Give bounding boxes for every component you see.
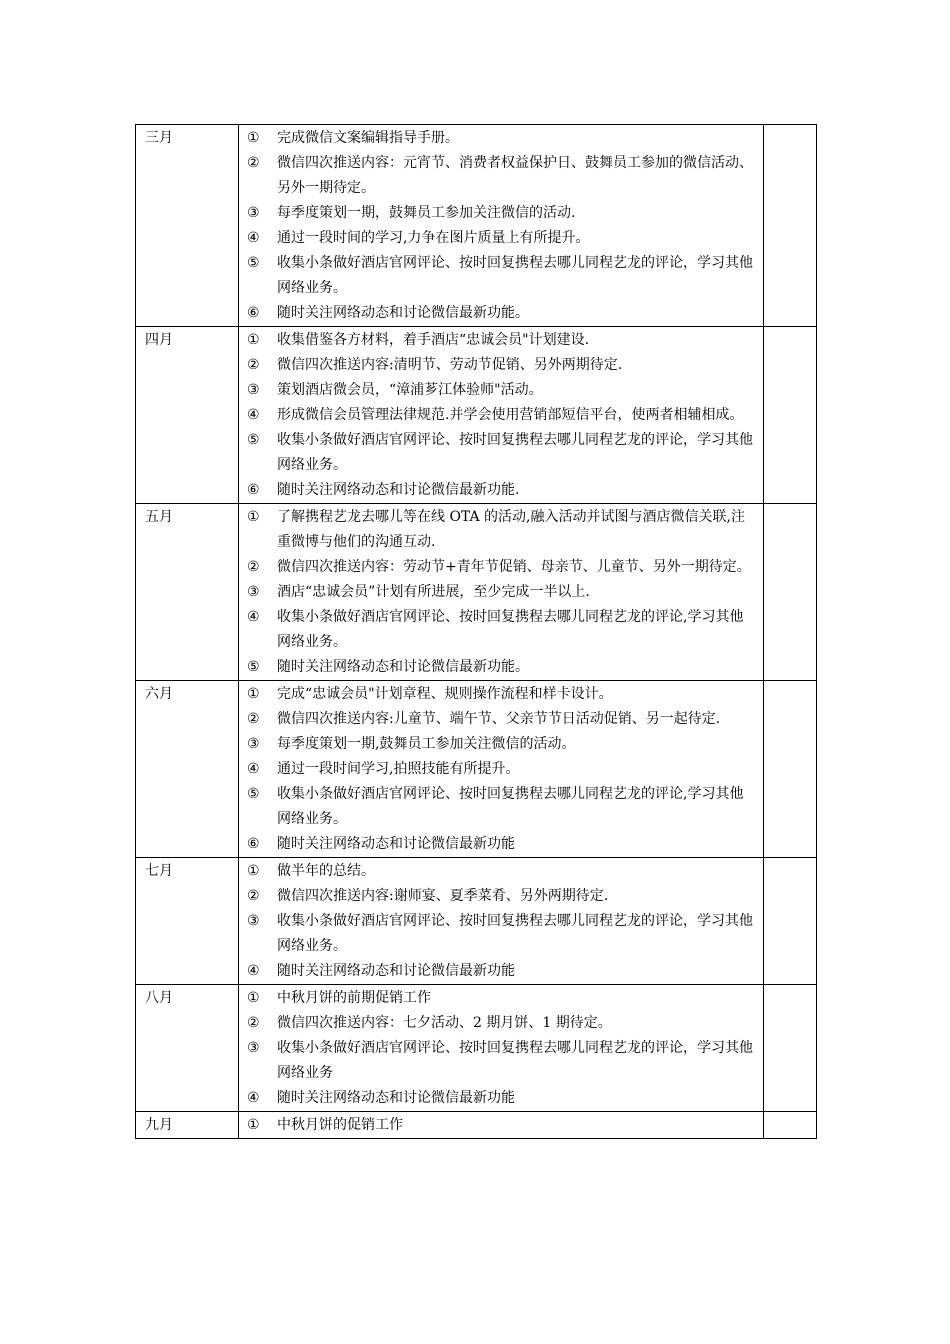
task-item <box>247 126 755 151</box>
plan-row <box>136 125 817 327</box>
task-number: ② <box>247 888 260 904</box>
task-text: 随时关注网络动态和讨论微信最新功能. <box>277 482 520 498</box>
task-text: 酒店“忠诚会员”计划有所进展，至少完成一半以上. <box>277 584 590 600</box>
task-item <box>247 832 755 857</box>
task-number: ① <box>247 509 260 525</box>
monthly-plan-table <box>135 124 817 1139</box>
task-number: ⑤ <box>247 659 260 675</box>
task-number: ③ <box>247 913 260 929</box>
task-item <box>247 353 755 378</box>
task-text: 收集小条做好酒店官网评论、按时回复携程去哪儿同程艺龙的评论,学习其他网络业务。 <box>277 609 744 650</box>
task-item <box>247 378 755 403</box>
task-text: 每季度策划一期，鼓舞员工参加关注微信的活动. <box>277 205 576 221</box>
plan-table-body <box>136 125 817 1139</box>
task-item <box>247 682 755 707</box>
task-number: ④ <box>247 1090 260 1106</box>
task-item <box>247 884 755 909</box>
plan-row <box>136 858 817 985</box>
task-list-cell <box>239 985 764 1112</box>
task-text: 随时关注网络动态和讨论微信最新功能 <box>277 963 515 979</box>
task-text: 做半年的总结。 <box>277 863 375 879</box>
plan-row <box>136 504 817 681</box>
task-number: ④ <box>247 407 260 423</box>
task-item <box>247 328 755 353</box>
task-list-cell <box>239 1112 764 1139</box>
task-number: ① <box>247 686 260 702</box>
task-number: ① <box>247 130 260 146</box>
month-cell: 九月 <box>136 1112 239 1139</box>
task-item <box>247 226 755 251</box>
task-number: ① <box>247 1117 260 1133</box>
task-item <box>247 707 755 732</box>
task-text: 收集小条做好酒店官网评论、按时回复携程去哪儿同程艺龙的评论，学习其他网络业务。 <box>277 255 753 296</box>
task-number: ② <box>247 357 260 373</box>
task-item <box>247 986 755 1011</box>
task-text: 完成“忠诚会员"计划章程、规则操作流程和样卡设计。 <box>277 686 613 702</box>
task-item <box>247 1036 755 1086</box>
task-number: ② <box>247 711 260 727</box>
task-number: ④ <box>247 761 260 777</box>
task-text: 每季度策划一期,鼓舞员工参加关注微信的活动。 <box>277 736 576 752</box>
task-number: ⑥ <box>247 305 260 321</box>
task-item <box>247 655 755 680</box>
task-item <box>247 959 755 984</box>
task-text: 收集小条做好酒店官网评论、按时回复携程去哪儿同程艺龙的评论,学习其他网络业务。 <box>277 786 744 827</box>
task-item <box>247 251 755 301</box>
month-cell: 七月 <box>136 858 239 985</box>
task-text: 收集小条做好酒店官网评论、按时回复携程去哪儿同程艺龙的评论，学习其他网络业务 <box>277 1040 753 1081</box>
task-number: ⑤ <box>247 432 260 448</box>
task-item <box>247 605 755 655</box>
task-text: 形成微信会员管理法律规范.并学会使用营销部短信平台，使两者相辅相成。 <box>277 407 744 423</box>
task-item <box>247 301 755 326</box>
task-number: ③ <box>247 382 260 398</box>
task-text: 微信四次推送内容：劳动节+青年节促销、母亲节、儿童节、另外一期待定。 <box>277 559 751 575</box>
task-text: 收集小条做好酒店官网评论、按时回复携程去哪儿同程艺龙的评论，学习其他网络业务。 <box>277 432 753 473</box>
task-item <box>247 1113 755 1138</box>
task-number: ① <box>247 863 260 879</box>
month-cell: 四月 <box>136 327 239 504</box>
task-number: ④ <box>247 230 260 246</box>
task-text: 收集小条做好酒店官网评论、按时回复携程去哪儿同程艺龙的评论，学习其他网络业务。 <box>277 913 753 954</box>
task-number: ② <box>247 559 260 575</box>
task-text: 随时关注网络动态和讨论微信最新功能 <box>277 1090 515 1106</box>
task-item <box>247 757 755 782</box>
plan-row <box>136 1112 817 1139</box>
task-item <box>247 1086 755 1111</box>
month-cell: 三月 <box>136 125 239 327</box>
month-cell: 八月 <box>136 985 239 1112</box>
task-item <box>247 555 755 580</box>
task-text: 随时关注网络动态和讨论微信最新功能。 <box>277 659 529 675</box>
plan-row <box>136 985 817 1112</box>
task-text: 微信四次推送内容：元宵节、消费者权益保护日、鼓舞员工参加的微信活动、另外一期待定。 <box>277 155 753 196</box>
task-text: 了解携程艺龙去哪儿等在线 OTA 的活动,融入活动并试图与酒店微信关联,注重微博与他们的沟通互动. <box>277 509 745 550</box>
task-text: 随时关注网络动态和讨论微信最新功能。 <box>277 305 529 321</box>
task-number: ⑥ <box>247 482 260 498</box>
remarks-cell <box>764 327 817 504</box>
task-item <box>247 580 755 605</box>
remarks-cell <box>764 1112 817 1139</box>
task-number: ③ <box>247 736 260 752</box>
task-number: ③ <box>247 1040 260 1056</box>
task-number: ③ <box>247 584 260 600</box>
task-text: 收集借鉴各方材料，着手酒店“忠诚会员"计划建设. <box>277 332 590 348</box>
task-number: ④ <box>247 609 260 625</box>
remarks-cell <box>764 504 817 681</box>
task-number: ① <box>247 332 260 348</box>
task-text: 中秋月饼的前期促销工作 <box>277 990 431 1006</box>
task-number: ⑥ <box>247 836 260 852</box>
remarks-cell <box>764 985 817 1112</box>
task-text: 通过一段时间学习,拍照技能有所提升。 <box>277 761 520 777</box>
remarks-cell <box>764 125 817 327</box>
task-number: ③ <box>247 205 260 221</box>
task-list-cell <box>239 858 764 985</box>
task-text: 通过一段时间的学习,力争在图片质量上有所提升。 <box>277 230 590 246</box>
task-item <box>247 428 755 478</box>
task-list-cell <box>239 681 764 858</box>
task-text: 中秋月饼的促销工作 <box>277 1117 403 1133</box>
task-text: 微信四次推送内容:清明节、劳动节促销、另外两期待定. <box>277 357 623 373</box>
task-number: ④ <box>247 963 260 979</box>
task-list-cell <box>239 504 764 681</box>
task-text: 微信四次推送内容：七夕活动、2 期月饼、1 期待定。 <box>277 1015 612 1031</box>
month-cell: 五月 <box>136 504 239 681</box>
remarks-cell <box>764 858 817 985</box>
task-text: 完成微信文案编辑指导手册。 <box>277 130 459 146</box>
month-cell: 六月 <box>136 681 239 858</box>
remarks-cell <box>764 681 817 858</box>
task-item <box>247 732 755 757</box>
task-number: ① <box>247 990 260 1006</box>
task-item <box>247 478 755 503</box>
task-item <box>247 782 755 832</box>
task-number: ② <box>247 1015 260 1031</box>
task-item <box>247 505 755 555</box>
task-text: 策划酒店微会员，“漳浦芗江体验师"活动。 <box>277 382 543 398</box>
task-text: 随时关注网络动态和讨论微信最新功能 <box>277 836 515 852</box>
task-text: 微信四次推送内容:谢师宴、夏季菜肴、另外两期待定. <box>277 888 609 904</box>
task-item <box>247 859 755 884</box>
task-number: ② <box>247 155 260 171</box>
task-item <box>247 1011 755 1036</box>
task-list-cell <box>239 327 764 504</box>
task-item <box>247 201 755 226</box>
task-text: 微信四次推送内容:儿童节、端午节、父亲节节日活动促销、另一起待定. <box>277 711 721 727</box>
task-number: ⑤ <box>247 255 260 271</box>
task-item <box>247 909 755 959</box>
task-list-cell <box>239 125 764 327</box>
task-number: ⑤ <box>247 786 260 802</box>
plan-row <box>136 327 817 504</box>
plan-row <box>136 681 817 858</box>
task-item <box>247 151 755 201</box>
task-item <box>247 403 755 428</box>
